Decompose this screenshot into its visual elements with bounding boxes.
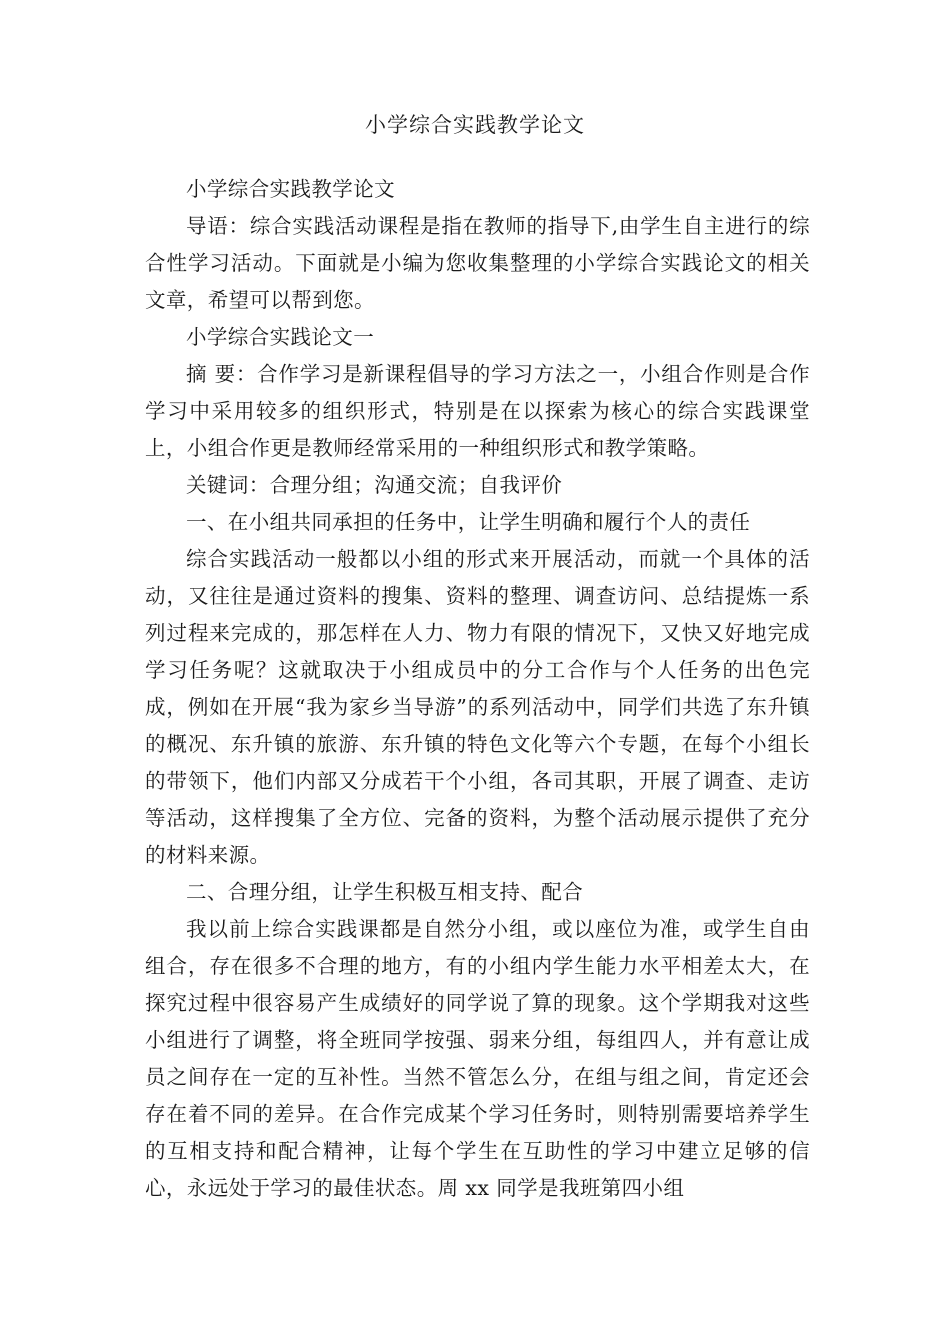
- document-title: 小学综合实践教学论文: [365, 113, 585, 137]
- paragraph-intro: 导语：综合实践活动课程是指在教师的指导下,由学生自主进行的综合性学习活动。下面就是小编为您收集整理的小学综合实践论文的相关文章，希望可以帮到您。: [145, 214, 810, 312]
- paragraph-subtitle: 小学综合实践论文一: [186, 325, 375, 349]
- section-heading-2: 二、合理分组，让学生积极互相支持、配合: [186, 880, 584, 904]
- paragraph-keywords: 关键词：合理分组；沟通交流；自我评价: [186, 473, 563, 497]
- document-body: [145, 171, 810, 1207]
- paragraph-abstract: 摘 要：合作学习是新课程倡导的学习方法之一，小组合作则是合作学习中采用较多的组织形式，特别是在以探索为核心的综合实践课堂上，小组合作更是教师经常采用的一种组织形式和教学策略。: [145, 362, 810, 460]
- paragraph-section-1: 综合实践活动一般都以小组的形式来开展活动，而就一个具体的活动，又往往是通过资料的搜集、资料的整理、调查访问、总结提炼一系列过程来完成的，那怎样在人力、物力有限的情况下，又快又好地完成学习任务呢？这就取决于小组成员中的分工合作与个人任务的出色完成，例如在开展“我为家乡当导游”的系列活动中，同学们共选了东升镇的概况、东升镇的旅游、东升镇的特色文化等六个专题，在每个小组长的带领下，他们内部又分成若干个小组，各司其职，开展了调查、走访等活动，这样搜集了全方位、完备的资料，为整个活动展示提供了充分的材料来源。: [145, 547, 810, 867]
- paragraph-heading: 小学综合实践教学论文: [186, 177, 395, 201]
- section-heading-1: 一、在小组共同承担的任务中，让学生明确和履行个人的责任: [186, 510, 751, 534]
- paragraph-section-2: 我以前上综合实践课都是自然分小组，或以座位为准，或学生自由组合，存在很多不合理的地方，有的小组内学生能力水平相差太大，在探究过程中很容易产生成绩好的同学说了算的现象。这个学期我对这些小组进行了调整，将全班同学按强、弱来分组，每组四人，并有意让成员之间存在一定的互补性。当然不管怎么分，在组与组之间，肯定还会存在着不同的差异。在合作完成某个学习任务时，则特别需要培养学生的互相支持和配合精神，让每个学生在互助性的学习中建立足够的信心，永远处于学习的最佳状态。周 xx 同学是我班第四小组: [145, 917, 810, 1200]
